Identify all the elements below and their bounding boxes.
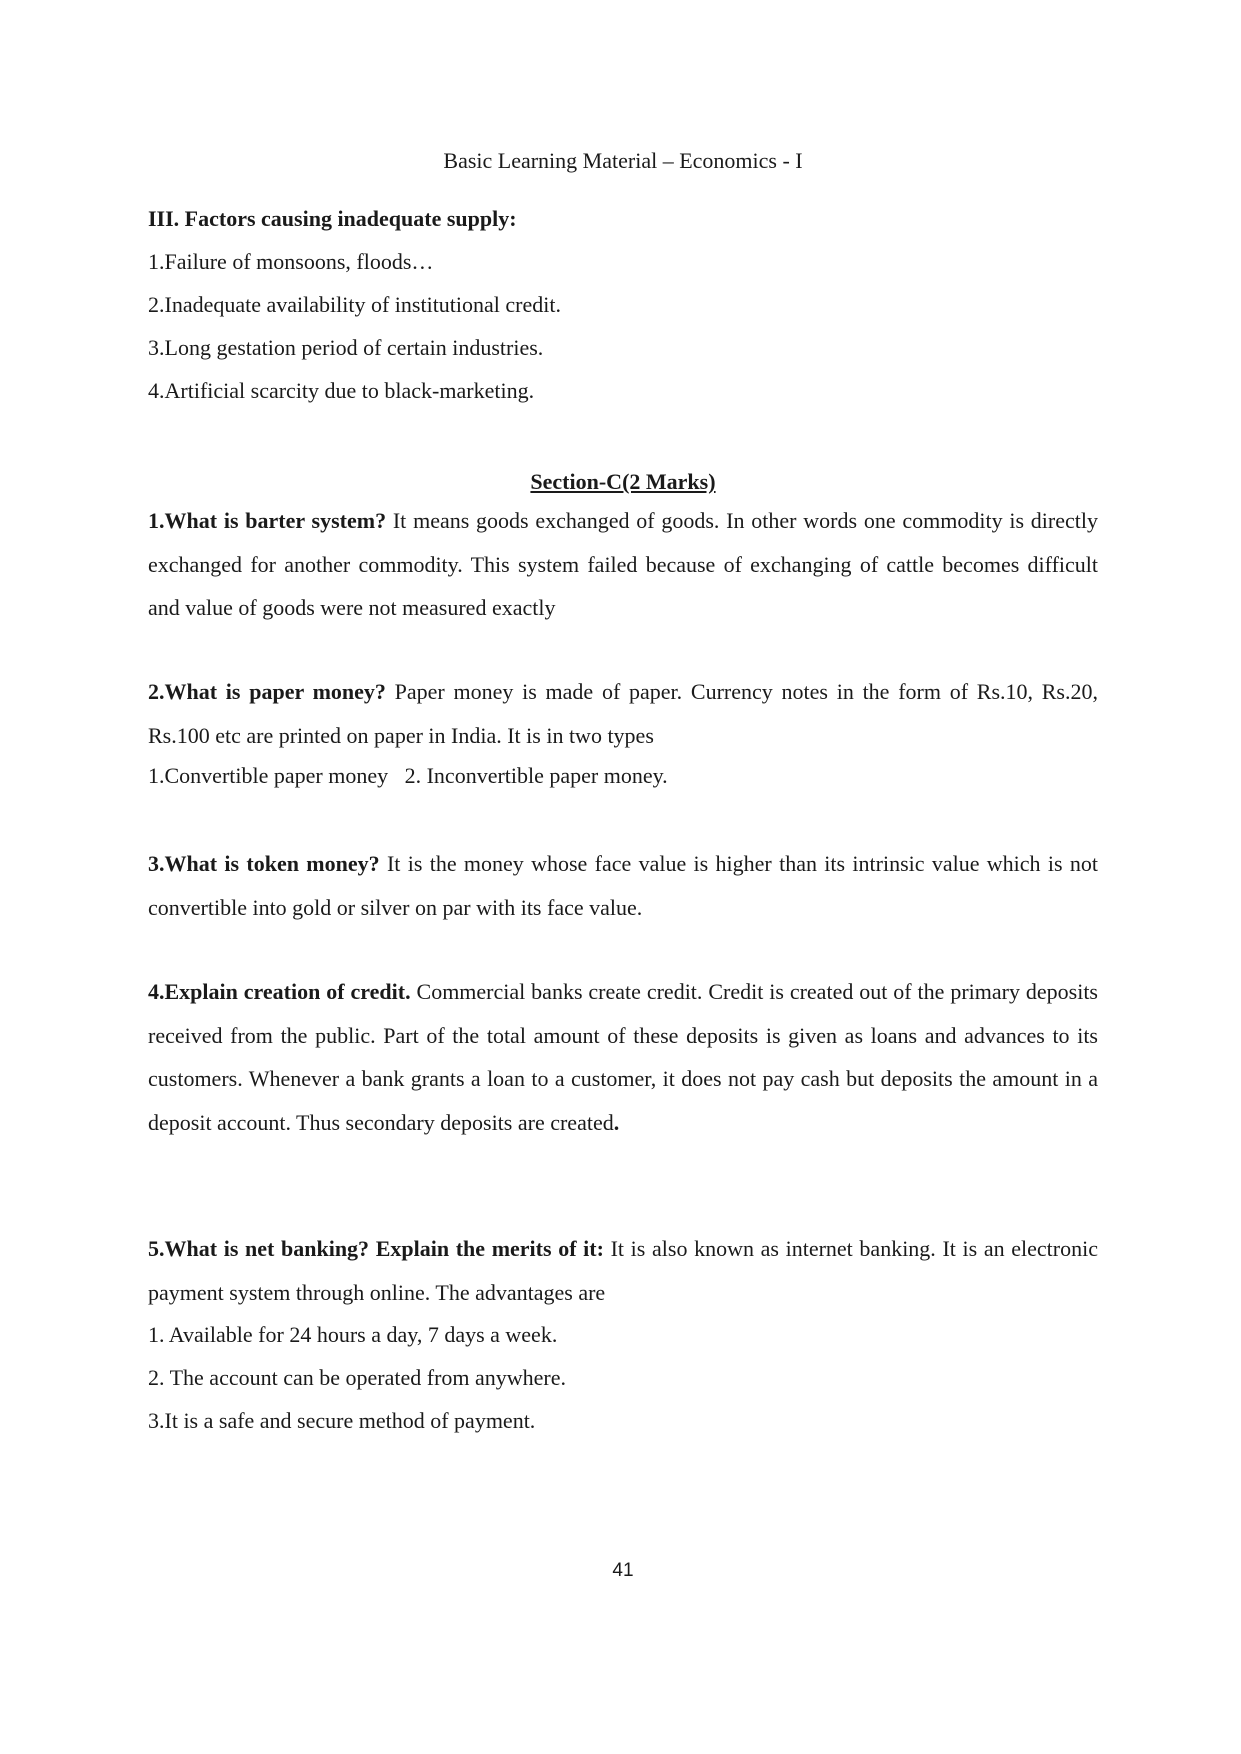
factor-item: 2.Inadequate availability of institutional credit. — [148, 292, 561, 317]
question-3-title: 3.What is token money? — [148, 851, 380, 876]
factor-item: 3.Long gestation period of certain industries. — [148, 335, 544, 360]
section-title: Section-C(2 Marks) — [530, 469, 716, 494]
question-2-title: 2.What is paper money? — [148, 679, 386, 704]
question-2 — [148, 670, 1098, 757]
advantage-item: 3.It is a safe and secure method of payment. — [148, 1408, 536, 1433]
question-4: 4.Explain creation of credit. Commercial banks create credit. Credit is created out of the primary deposits received from the public. Part of the total amount of these deposits is given as loans and advances to its customers. Whenever a bank grants a loan to a customer, it does not pay cash but deposits the amount in a deposit account. Thus secondary deposits are created. — [148, 979, 1098, 1135]
question-5-title: 5.What is net banking? Explain the merits of it: — [148, 1236, 604, 1261]
advantage-item: 2. The account can be operated from anywhere. — [148, 1365, 567, 1390]
question-2-answer: Paper money is made of paper. Currency notes in the form of Rs.10, Rs.20, Rs.100 etc are printed on paper in India. It is in two types — [148, 679, 1098, 748]
advantage-item: 1. Available for 24 hours a day, 7 days a week. — [148, 1322, 558, 1347]
question-5-answer: It is also known as internet banking. It is an electronic payment system through online. The advantages are — [148, 1236, 1098, 1305]
factor-item: 4.Artificial scarcity due to black-marketing. — [148, 378, 535, 403]
question-4-answer: Commercial banks create credit. Credit is created out of the primary deposits received from the public. Part of the total amount of these deposits is given as loans and advances to its customers. Whenever a bank grants a loan to a customer, it does not pay cash but deposits the amount in a deposit account. Thus secondary deposits are created — [148, 979, 1098, 1135]
factors-title: III. Factors causing inadequate supply: — [148, 206, 517, 231]
question-1-answer: It means goods exchanged of goods. In other words one commodity is directly exchanged for another commodity. This system failed because of exchanging of cattle becomes difficult and value of goods were not measured exactly — [148, 508, 1098, 620]
page-header: Basic Learning Material – Economics - I — [443, 148, 803, 173]
question-3 — [148, 842, 1098, 929]
factor-item: 1.Failure of monsoons, floods… — [148, 249, 434, 274]
question-2-types: 1.Convertible paper money 2. Inconvertible paper money. — [148, 763, 668, 788]
question-4-title: 4.Explain creation of credit. — [148, 979, 411, 1004]
page-number: 41 — [612, 1560, 634, 1581]
question-5 — [148, 1227, 1098, 1314]
question-1 — [148, 499, 1098, 630]
question-3-answer: It is the money whose face value is higher than its intrinsic value which is not convertible into gold or silver on par with its face value. — [148, 851, 1098, 920]
question-1-title: 1.What is barter system? — [148, 508, 387, 533]
